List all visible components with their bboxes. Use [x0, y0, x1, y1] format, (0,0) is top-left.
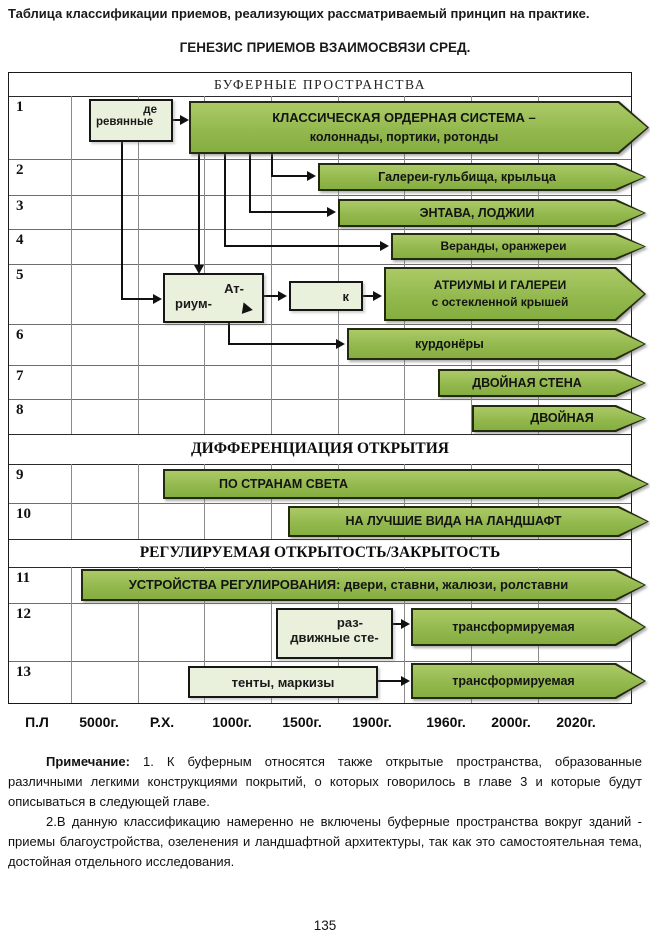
arrowhead-icon — [336, 339, 345, 349]
row-number: 3 — [16, 198, 24, 214]
genesis-diagram — [8, 72, 632, 704]
box-label: движные сте- — [290, 630, 379, 645]
arrow-label: трансформируемая — [452, 619, 575, 634]
connector-line — [198, 154, 200, 266]
box-label: де — [143, 104, 157, 116]
grid-line — [71, 96, 72, 434]
row-number: 11 — [16, 570, 31, 586]
connector-line — [121, 142, 123, 300]
note-paragraph-1: Примечание: 1. К буферным относятся также открытые пространства, образованные различными легкими конструкциями покрытий, о которых говорилось в главе 3 и которые будут описываться в следующей главе. — [8, 754, 642, 809]
box-k — [289, 281, 363, 311]
row-number: 12 — [16, 606, 31, 622]
arrow-regulating-devices — [81, 569, 646, 601]
arrowhead-icon — [373, 291, 382, 301]
connector-line — [271, 175, 309, 177]
row-number: 1 — [16, 99, 24, 115]
connector-line — [271, 154, 273, 176]
box-sliding-walls — [276, 608, 393, 659]
row-number: 10 — [16, 506, 31, 522]
diagram-header: БУФЕРНЫЕ ПРОСТРАНСТВА — [214, 76, 426, 92]
connector-line — [224, 154, 226, 247]
grid-line — [71, 567, 72, 703]
box-atrium — [163, 273, 264, 323]
box-label: к — [342, 288, 349, 304]
arrow-label: ЭНТАВА, ЛОДЖИИ — [419, 205, 535, 220]
arrow-label: КЛАССИЧЕСКАЯ ОРДЕРНАЯ СИСТЕМА – — [272, 110, 536, 126]
timeline-label: 1000г. — [212, 714, 252, 730]
arrowhead-icon — [153, 294, 162, 304]
row-number: 4 — [16, 232, 24, 248]
arrow-galleries — [318, 163, 646, 191]
arrow-double — [472, 405, 646, 432]
timeline-label: П.Л — [25, 714, 49, 730]
arrowhead-icon — [180, 115, 189, 125]
arrow-courdoners — [347, 328, 646, 360]
timeline-label: Р.Х. — [149, 714, 175, 730]
box-label: ревянные — [96, 116, 154, 128]
arrow-classical-order — [189, 101, 649, 154]
section-header-differentiation: ДИФФЕРЕНЦИАЦИЯ ОТКРЫТИЯ — [191, 440, 449, 457]
box-label: тенты, маркизы — [231, 674, 335, 690]
arrow-label: трансформируемая — [452, 673, 575, 688]
arrow-transformable-2 — [411, 663, 646, 699]
note-label: Примечание: — [46, 754, 130, 769]
arrow-label: с остекленной крышей — [431, 295, 569, 309]
box-label: риум- — [175, 296, 212, 311]
timeline-label: 2020г. — [556, 714, 596, 730]
timeline-label: 1900г. — [352, 714, 392, 730]
connector-line — [228, 343, 338, 345]
grid-line — [138, 96, 139, 434]
row-number: 5 — [16, 267, 24, 283]
notes — [8, 752, 642, 872]
arrowhead-icon — [307, 171, 316, 181]
row-number: 2 — [16, 162, 24, 178]
arrow-label: колоннады, портики, ротонды — [309, 129, 499, 144]
arrow-label: Веранды, оранжереи — [440, 238, 567, 253]
box-label: раз- — [336, 615, 363, 630]
row-number: 7 — [16, 368, 24, 384]
arrow-cardinal-directions — [163, 469, 649, 499]
box-label: Ат- — [224, 281, 244, 296]
diagram-heading: ГЕНЕЗИС ПРИЕМОВ ВЗАИМОСВЯЗИ СРЕД. — [179, 40, 471, 55]
note-paragraph-2: 2.В данную классификацию намеренно не включены буферные пространства вокруг зданий - приемы благоустройства, озеленения и ландшафтной архитектуры, так как это самостоятельная тема, достойная отдельного исследования. — [8, 814, 642, 869]
timeline-label: 2000г. — [491, 714, 531, 730]
connector-line — [224, 245, 382, 247]
connector-line — [228, 323, 230, 345]
arrow-atriums — [384, 267, 646, 321]
timeline-label: 1500г. — [282, 714, 322, 730]
connector-line — [378, 680, 403, 682]
box-wooden — [89, 99, 173, 142]
timeline-label: 1960г. — [426, 714, 466, 730]
arrow-label: УСТРОЙСТВА РЕГУЛИРОВАНИЯ: двери, ставни, жалюзи, ролставни — [128, 576, 569, 592]
section-header-regulation: РЕГУЛИРУЕМАЯ ОТКРЫТОСТЬ/ЗАКРЫТОСТЬ — [139, 544, 501, 561]
arrow-label: АТРИУМЫ И ГАЛЕРЕИ — [433, 277, 567, 292]
grid-line — [138, 464, 139, 539]
arrowhead-icon — [327, 207, 336, 217]
grid-line — [71, 464, 72, 539]
arrow-label: ДВОЙНАЯ СТЕНА — [472, 375, 582, 390]
arrow-verandas — [391, 233, 646, 260]
arrow-entava-loggias — [338, 199, 646, 227]
arrow-best-landscape-views — [288, 506, 649, 537]
arrow-label: ПО СТРАНАМ СВЕТА — [219, 476, 349, 491]
arrow-label: ДВОЙНАЯ — [530, 411, 594, 426]
row-number: 8 — [16, 402, 24, 418]
arrow-label: Галереи-гульбища, крыльца — [378, 169, 556, 184]
row-number: 6 — [16, 327, 24, 343]
timeline-label: 5000г. — [79, 714, 119, 730]
arrow-label: НА ЛУЧШИЕ ВИДА НА ЛАНДШАФТ — [345, 514, 562, 529]
row-number: 9 — [16, 467, 24, 483]
arrow-double-wall — [438, 369, 646, 397]
arrow-transformable-1 — [411, 608, 646, 646]
arrowhead-icon — [401, 619, 410, 629]
connector-line — [249, 154, 251, 212]
timeline — [0, 714, 650, 736]
arrowhead-icon — [278, 291, 287, 301]
page-title: Таблица классификации приемов, реализующих рассматриваемый принцип на практике. — [8, 6, 590, 21]
arrowhead-icon — [380, 241, 389, 251]
connector-line — [249, 211, 329, 213]
box-tents — [188, 666, 378, 698]
page-number: 135 — [313, 918, 337, 933]
arrowhead-icon — [401, 676, 410, 686]
row-number: 13 — [16, 664, 31, 680]
connector-line — [121, 298, 155, 300]
arrow-label: курдонёры — [415, 336, 484, 351]
